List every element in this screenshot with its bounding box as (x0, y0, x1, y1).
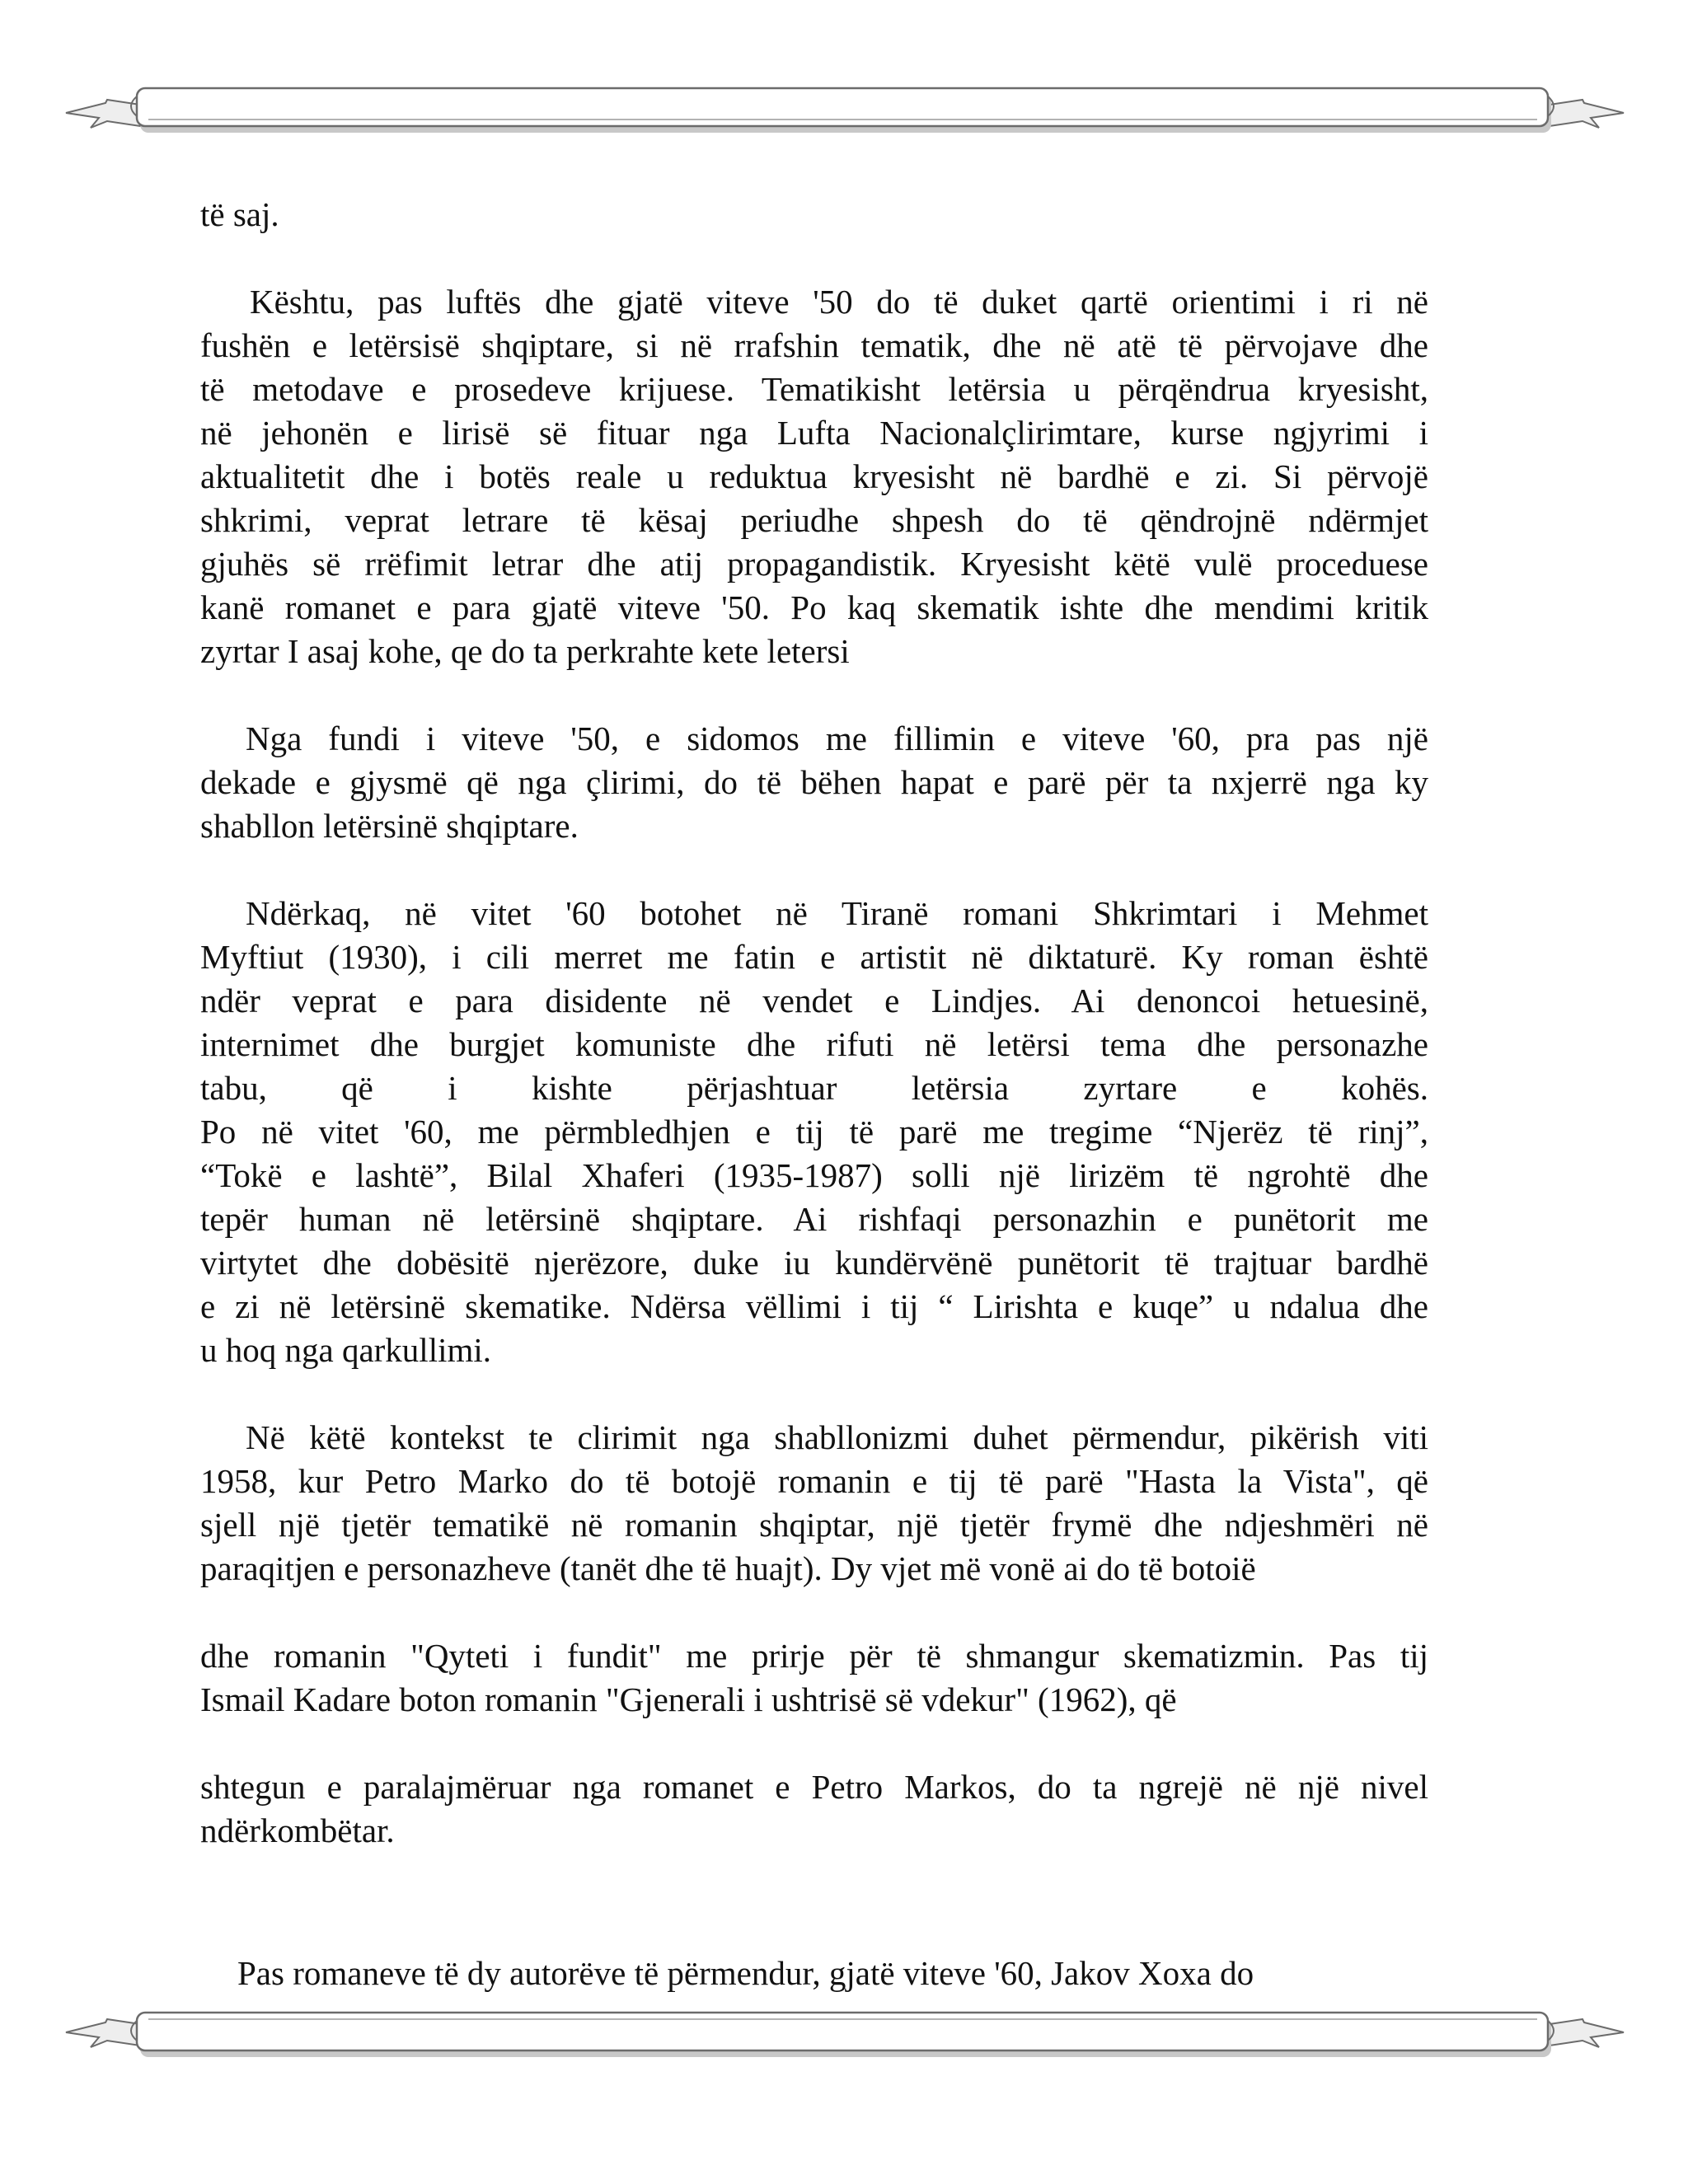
text-line: të metodave e prosedeve krijuese. Tematikisht letërsia u përqëndrua kryesisht, (200, 370, 1428, 408)
text-line: kanë romanet e para gjatë viteve '50. Po kaq skematik ishte dhe mendimi kritik (200, 588, 1428, 626)
paragraph-gap (200, 848, 1428, 892)
text-line: sjell një tjetër tematikë në romanin shqiptar, një tjetër frymë dhe ndjeshmëri në (200, 1506, 1428, 1544)
paragraph-gap (200, 1722, 1428, 1765)
text-line: “Tokë e lashtë”, Bilal Xhaferi (1935-1987) solli një lirizëm të ngrohtë dhe (200, 1156, 1428, 1194)
text-line: në jehonën e lirisë së fituar nga Lufta Nacionalçlirimtare, kurse ngjyrimi i (200, 414, 1428, 452)
text-line: e zi në letërsinë skematike. Ndërsa vëllimi i tij “ Lirishta e kuqe” u ndalua dhe (200, 1287, 1428, 1325)
text-line: 1958, kur Petro Marko do të botojë romanin e tij të parë "Hasta la Vista", që (200, 1462, 1428, 1500)
paragraph-jakov-xoxa (200, 1952, 1428, 1995)
top-scroll-banner (58, 78, 1632, 144)
paragraph-continuation (200, 193, 1428, 237)
text-line: gjuhës së rrëfimit letrar dhe atij propagandistik. Kryesisht këtë vulë proceduese (200, 545, 1428, 583)
text-line: aktualitetit dhe i botës reale u reduktua kryesisht në bardhë e zi. Si përvojë (200, 457, 1428, 495)
text-line: të saj. (200, 195, 279, 233)
text-line: paraqitjen e personazheve (tanët dhe të huajt). Dy vjet më vonë ai do të botoië (200, 1549, 1256, 1587)
text-line: Ndërkaq, në vitet '60 botohet në Tiranë romani Shkrimtari i Mehmet (246, 894, 1428, 932)
text-line: shkrimi, veprat letrare të kësaj periudhe shpesh do të qëndrojnë ndërmjet (200, 501, 1428, 539)
scroll-banner-top-graphic (58, 78, 1632, 144)
paragraph-gap (200, 1591, 1428, 1634)
bottom-scroll-banner (58, 2001, 1632, 2067)
text-line: zyrtar I asaj kohe, qe do ta perkrahte kete letersi (200, 632, 850, 670)
text-line: Po në vitet '60, me përmbledhjen e tij të parë me tregime “Njerëz të rinj”, (200, 1113, 1428, 1151)
text-line: ndërkombëtar. (200, 1811, 395, 1849)
text-line: Kështu, pas luftës dhe gjatë viteve '50 do të duket qartë orientimi i ri në (250, 283, 1428, 321)
text-line: dekade e gjysmë që nga çlirimi, do të bëhen hapat e parë për ta nxjerrë nga ky (200, 763, 1428, 801)
scroll-banner-bottom-graphic (58, 2001, 1632, 2067)
paragraph-kadare (200, 1634, 1428, 1722)
paragraph-international-level (200, 1765, 1428, 1853)
text-line: shtegun e paralajmëruar nga romanet e Petro Markos, do ta ngrejë në një nivel (200, 1768, 1428, 1806)
text-line: fushën e letërsisë shqiptare, si në rrafshin tematik, dhe në atë të përvojave dhe (200, 326, 1428, 364)
text-line: Në këtë kontekst te clirimit nga shabllonizmi duhet përmendur, pikërish viti (246, 1418, 1428, 1456)
text-line: u hoq nga qarkullimi. (200, 1331, 492, 1369)
document-body (200, 193, 1428, 1995)
text-line: internimet dhe burgjet komuniste dhe rifuti në letërsi tema dhe personazhe (200, 1025, 1428, 1063)
text-line: virtytet dhe dobësitë njerëzore, duke iu kundërvënë punëtorit të trajtuar bardhë (200, 1244, 1428, 1282)
paragraph-gap-large (200, 1853, 1428, 1952)
text-line: tepër human në letërsinë shqiptare. Ai rishfaqi personazhin e punëtorit me (200, 1200, 1428, 1238)
paragraph-late-fifties (200, 717, 1428, 848)
paragraph-gap (200, 673, 1428, 717)
text-line: shabllon letërsinë shqiptare. (200, 807, 579, 845)
paragraph-postwar-orientation (200, 280, 1428, 673)
text-line: Pas romaneve të dy autorëve të përmendur, gjatë viteve '60, Jakov Xoxa do (237, 1954, 1254, 1992)
text-line: tabu, që i kishte përjashtuar letërsia zyrtare e kohës. (200, 1069, 1428, 1107)
text-line: Ismail Kadare boton romanin "Gjenerali i ushtrisë së vdekur" (1962), që (200, 1680, 1177, 1718)
paragraph-sixties-novels (200, 892, 1428, 1372)
text-line: dhe romanin "Qyteti i fundit" me prirje për të shmangur skematizmin. Pas tij (200, 1637, 1428, 1675)
paragraph-gap (200, 237, 1428, 280)
text-line: Myftiut (1930), i cili merret me fatin e artistit në diktaturë. Ky roman është (200, 938, 1428, 976)
text-line: ndër veprat e para disidente në vendet e Lindjes. Ai denoncoi hetuesinë, (200, 982, 1428, 1019)
text-line: Nga fundi i viteve '50, e sidomos me fillimin e viteve '60, pra pas një (246, 719, 1428, 757)
paragraph-petro-marko (200, 1416, 1428, 1591)
paragraph-gap (200, 1372, 1428, 1416)
